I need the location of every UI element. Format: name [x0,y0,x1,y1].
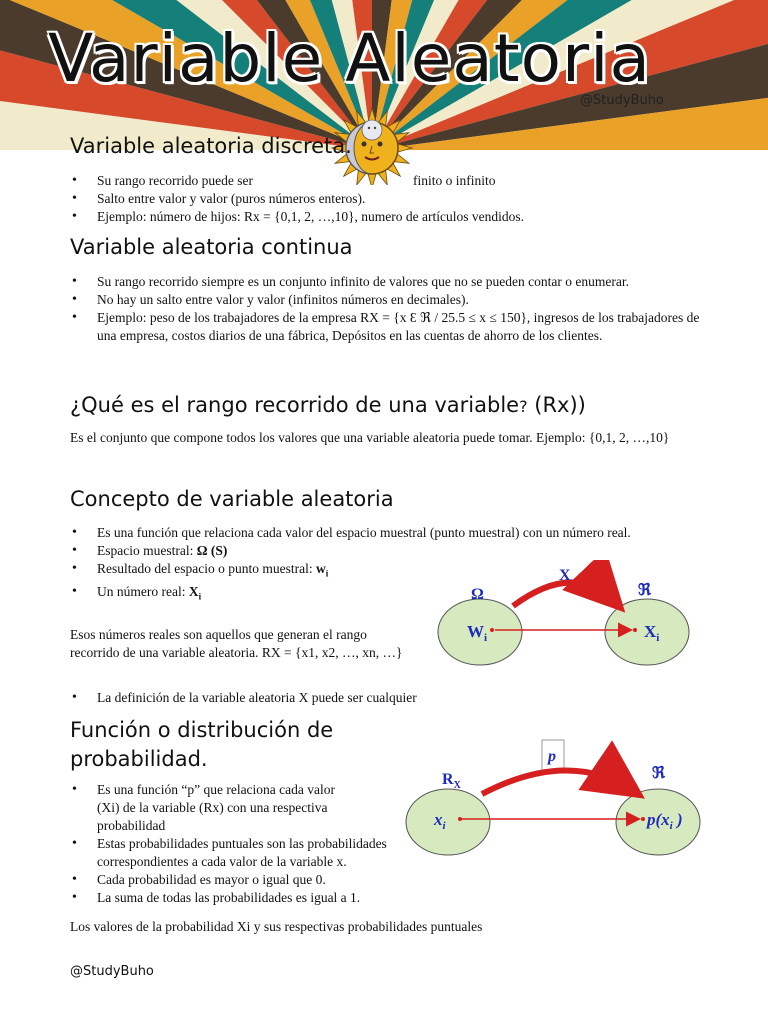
list-item: • Es una función “p” que relaciona cada valor (Xi) de la variable (Rx) con una respectiva probabilidad [70,781,357,835]
random-variable-diagram [425,560,725,680]
section-heading-concepto: Concepto de variable aleatoria [70,487,394,511]
point-label-xi-2: $x_i$ [434,810,446,832]
list-continua [70,273,710,345]
arrow-label-x: X [559,567,571,584]
list-item: • Ejemplo: número de hijos: Rx = {0,1, 2, …,10}, numero de artículos vendidos. [70,208,710,226]
list-item: • Resultado del espacio o punto muestral: $w_i$ [70,560,710,583]
list-item: • Espacio muestral: Ω (S) [70,542,710,560]
mapping-arc [513,582,617,606]
paragraph-rango: Es el conjunto que compone todos los valores que una variable aleatoria puede tomar. Ejemplo: {0,1, 2, …,10} [70,430,670,445]
paragraph-concepto: Esos números reales son aquellos que generan el rango recorrido de una variable aleatoria. RX = {x1, x2, …, xn, …} [70,627,403,660]
section-heading-continua: Variable aleatoria continua [70,235,353,259]
list-item: • Su rango recorrido puede ser finito o infinito [70,172,710,190]
section-heading-funcion: Función o distribución de probabilidad. [70,718,334,771]
set-label-omega: Ω [471,586,484,603]
section-heading-discreta: Variable aleatoria discreta. [70,134,352,158]
probability-arc [482,770,635,794]
arrow-label-p: p [548,748,556,765]
point-label-xi: $X_i$ [644,622,660,644]
list-item: • Cada probabilidad es mayor o igual que 0. [70,871,480,889]
list-item: • Salto entre valor y valor (puros números enteros). [70,190,710,208]
point-label-pxi: $p(x_i$ ) [647,810,683,832]
section-heading-rango: ¿Qué es el rango recorrido de una variable? (Rx)) [70,393,586,417]
set-label-reals: ℜ [638,582,652,599]
list-item: • Estas probabilidades puntuales son las probabilidades correspondientes a cada valor de la variable x. [70,835,480,871]
list-item: • No hay un salto entre valor y valor (infinitos números en decimales). [70,291,710,309]
list-item: • Ejemplo: peso de los trabajadores de la empresa RX = {x Ɛ ℜ / 25.5 ≤ x ≤ 150}, ingresos de los trabajadores de una empresa, costos diarios de una fábrica, Depósitos en las cuentas de ahorro de los clientes. [70,309,710,345]
probability-function-diagram [400,738,710,868]
brand-watermark-top: @StudyBuho [580,93,664,108]
point-label-wi: $W_i$ [467,622,488,644]
list-concepto-extra [70,689,710,707]
range-ellipse [406,789,490,855]
set-label-reals-2: ℜ [652,765,666,782]
list-item: • La definición de la variable aleatoria X puede ser cualquier [70,689,710,707]
page-title: Variable Aleatoria [48,20,651,97]
list-discreta [70,172,710,226]
list-item: • La suma de todas las probabilidades es igual a 1. [70,889,480,907]
brand-watermark-bottom: @StudyBuho [70,964,154,979]
set-label-rx: $R_X$ [442,771,461,791]
paragraph-funcion: Los valores de la probabilidad Xi y sus respectivas probabilidades puntuales [70,919,483,934]
list-item: • Es una función que relaciona cada valor del espacio muestral (punto muestral) con un número real. [70,524,710,542]
list-item: • Un número real: $X_i$ [70,583,710,606]
list-item: • Su rango recorrido siempre es un conjunto infinito de valores que no se pueden contar o enumerar. [70,273,710,291]
